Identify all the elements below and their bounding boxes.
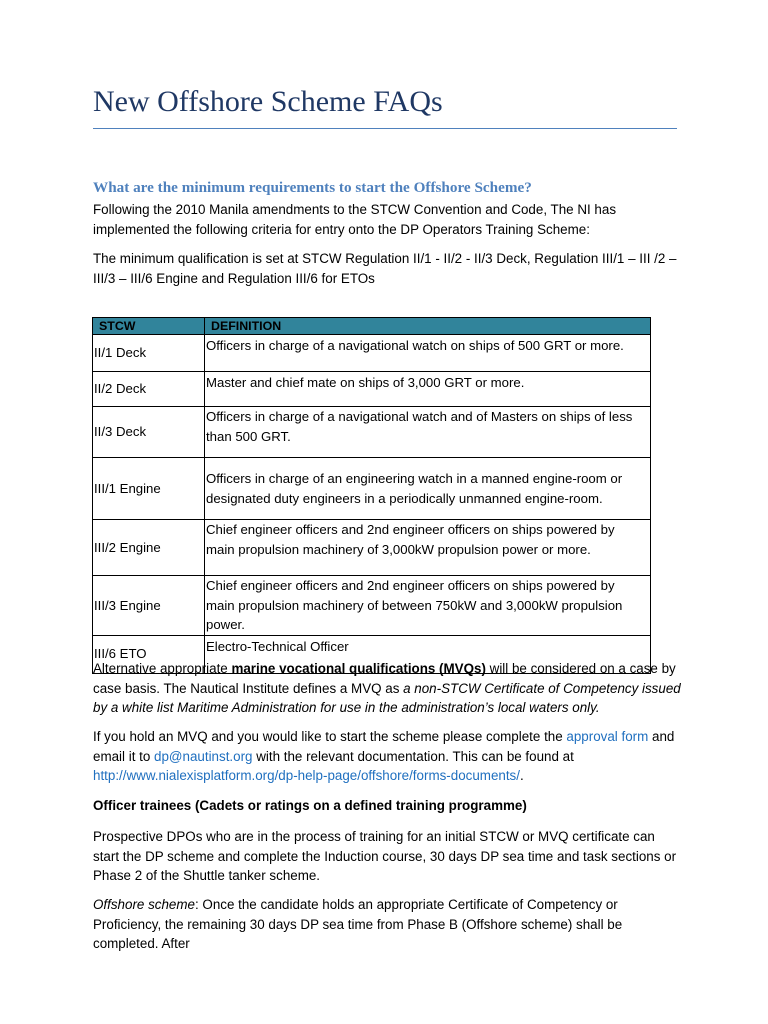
definition-cell: Chief engineer officers and 2nd engineer officers on ships powered by main propulsion machinery of between 750kW and 3,000kW propulsion power. [205,576,651,636]
stcw-cell: II/3 Deck [93,407,205,458]
minimum-qualification-paragraph: The minimum qualification is set at STCW Regulation II/1 - II/2 - II/3 Deck, Regulation III/1 – III /2 – III/3 – III/6 Engine and Regulation III/6 for ETOs [93,251,677,286]
stcw-cell: II/2 Deck [93,372,205,407]
definition-cell: Electro-Technical Officer [205,635,651,673]
table-row [93,407,651,458]
mvq-bold-term: marine vocational qualifications (MVQs) [231,661,486,676]
stcw-cell: III/2 Engine [93,520,205,576]
apply-text: with the relevant documentation. This can be found at [252,748,574,764]
definition-cell: Chief engineer officers and 2nd engineer officers on ships powered by main propulsion machinery of 3,000kW propulsion power or more. [205,520,651,576]
table-row [93,458,651,520]
definition-cell: Officers in charge of an engineering watch in a manned engine-room or designated duty engineers in a periodically unmanned engine-room. [205,458,651,520]
definition-cell: Master and chief mate on ships of 3,000 GRT or more. [205,372,651,407]
table-row [93,576,651,636]
apply-text: . [519,768,524,783]
page-title: New Offshore Scheme FAQs [93,85,443,118]
mvq-text: Alternative appropriate [93,661,232,676]
table-row [93,520,651,576]
table-row [93,335,651,372]
stcw-cell: III/6 ETO [93,635,205,673]
forms-url-link[interactable]: http://www.nialexisplatform.org/dp-help-page/offshore/forms-documents/ [93,768,520,783]
header-stcw: STCW [93,318,205,335]
trainees-paragraph: Prospective DPOs who are in the process of training for an initial STCW or MVQ certificate can start the DP scheme and complete the Induction course, 30 days DP sea time and task sections or Phase 2 of the Shuttle tanker scheme. [93,829,677,883]
apply-text: and email it to [93,729,675,764]
intro-paragraph: Following the 2010 Manila amendments to the STCW Convention and Code, The NI has implemented the following criteria for entry onto the DP Operators Training Scheme: [93,202,617,237]
mvq-definition: a non-STCW Certificate of Competency issued by a white list Maritime Administration for use in the administration’s local waters only. [93,680,681,715]
trainees-heading: Officer trainees (Cadets or ratings on a defined training programme) [93,798,527,813]
stcw-cell: III/3 Engine [93,576,205,636]
section-heading: What are the minimum requirements to start the Offshore Scheme? [93,179,532,196]
mvq-paragraph [93,659,683,718]
apply-paragraph [93,727,683,786]
offshore-paragraph [93,895,683,954]
header-definition: DEFINITION [205,318,651,335]
stcw-table [92,317,651,674]
title-divider [93,128,677,129]
definition-cell: Officers in charge of a navigational watch on ships of 500 GRT or more. [205,335,651,372]
apply-text: If you hold an MVQ and you would like to start the scheme please complete the [93,729,567,744]
table-row [93,372,651,407]
offshore-text: : Once the candidate holds an appropriate Certificate of Competency or Proficiency, the remaining 30 days DP sea time from Phase B (Offshore scheme) shall be completed. After [93,897,623,951]
table-header-row [93,318,651,335]
approval-form-link[interactable]: approval form [566,729,649,744]
offshore-term: Offshore scheme [93,897,195,912]
email-link[interactable]: dp@nautinst.org [154,748,253,764]
mvq-text: will be considered on a case by case basis. The Nautical Institute defines a MVQ as [93,661,676,696]
stcw-cell: III/1 Engine [93,458,205,520]
definition-cell: Officers in charge of a navigational watch and of Masters on ships of less than 500 GRT. [205,407,651,458]
stcw-cell: II/1 Deck [93,335,205,372]
